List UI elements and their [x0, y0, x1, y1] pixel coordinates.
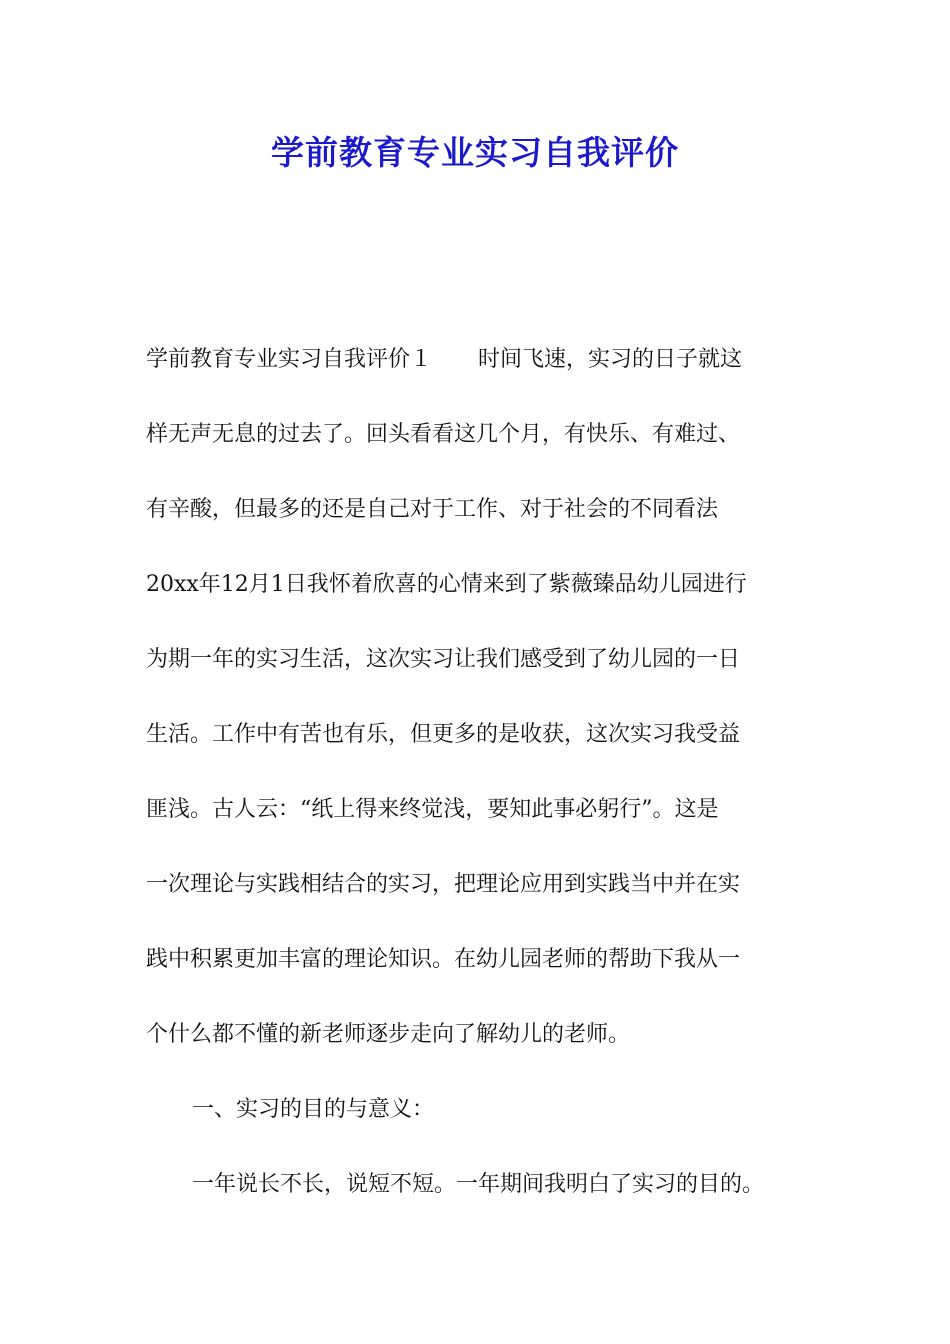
paragraph-line: 样无声无息的过去了。回头看看这几个月，有快乐、有难过、 — [146, 422, 741, 447]
paragraph-line: 一年说长不长，说短不短。一年期间我明白了实习的目的。 — [192, 1172, 765, 1197]
paragraph-line: 一次理论与实践相结合的实习，把理论应用到实践当中并在实 — [146, 872, 741, 897]
paragraph-line: 生活。工作中有苦也有乐，但更多的是收获，这次实习我受益 — [146, 722, 741, 747]
paragraph-line: 匪浅。古人云：“纸上得来终觉浅，要知此事必躬行”。这是 — [146, 797, 719, 822]
paragraph-line: 为期一年的实习生活，这次实习让我们感受到了幼儿园的一日 — [146, 647, 741, 672]
paragraph-line: 个什么都不懂的新老师逐步走向了解幼儿的老师。 — [146, 1022, 631, 1047]
section-heading: 一、实习的目的与意义： — [192, 1097, 435, 1122]
section-heading-inline: 学前教育专业实习自我评价１ — [146, 347, 433, 372]
paragraph-line — [146, 340, 811, 380]
paragraph-line: 20xx年12月1日我怀着欣喜的心情来到了紫薇臻品幼儿园进行 — [146, 572, 747, 597]
paragraph-line-text: 时间飞速，实习的日子就这 — [478, 347, 743, 372]
document-title: 学前教育专业实习自我评价 — [271, 133, 679, 172]
paragraph-line: 有辛酸，但最多的还是自己对于工作、对于社会的不同看法 — [146, 497, 719, 522]
paragraph-line: 践中积累更加丰富的理论知识。在幼儿园老师的帮助下我从一 — [146, 947, 741, 972]
